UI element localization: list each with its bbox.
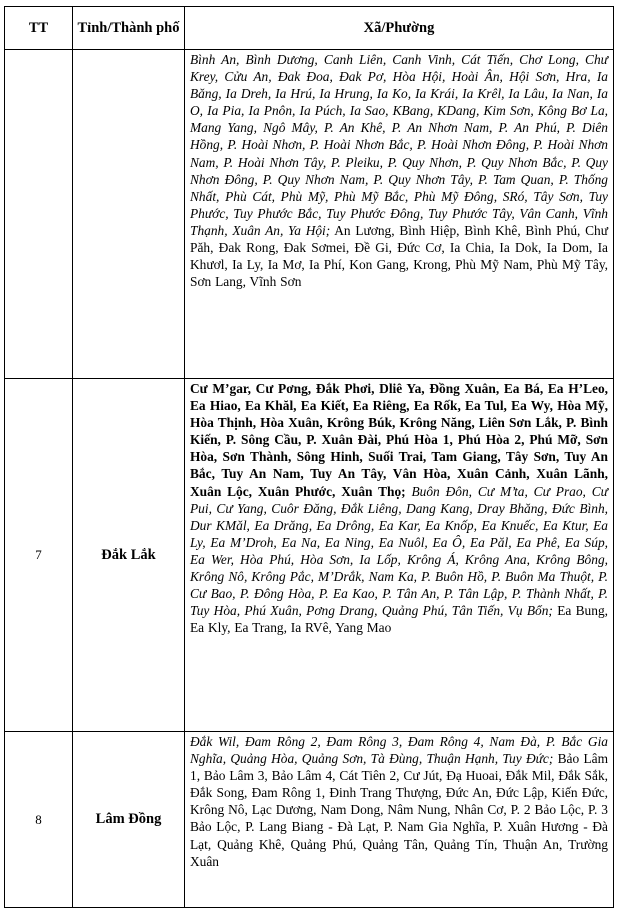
table-row bbox=[5, 732, 614, 908]
table-header-row bbox=[5, 7, 614, 50]
ward-group-normal: An Lương, Bình Hiệp, Bình Khê, Bình Phú, Chư Păh, Đak Rong, Đak Sơmei, Đề Gi, Đức Cơ, Ia Chia, Ia Dok, Ia Dom, Ia Khươl, Ia Ly, Ia Mơ, Ia Phí, Kon Gang, Krong, Phù Mỹ Nam, Phù Mỹ Tây, Sơn Lang, Vĩnh Sơn bbox=[190, 222, 608, 290]
header-wards: Xã/Phường bbox=[185, 7, 614, 50]
ward-group-italic: Đắk Wil, Đam Rông 2, Đam Rông 3, Đam Rông 4, Nam Đà, P. Bắc Gia Nghĩa, Quảng Hòa, Quảng Sơn, Tà Đùng, Thuận Hạnh, Tuy Đức; bbox=[190, 734, 608, 767]
header-tt: TT bbox=[5, 7, 73, 50]
row-wards bbox=[185, 50, 614, 379]
table-row bbox=[5, 379, 614, 732]
ward-group-bold: Cư M’gar, Cư Pơng, Đắk Phơi, Dliê Ya, Đồng Xuân, Ea Bá, Ea H’Leo, Ea Hiao, Ea Khăl, Ea Kiết, Ea Riêng, Ea Rốk, Ea Tul, Ea Wy, Hòa Mỹ, Hòa Thịnh, Hòa Xuân, Krông Búk, Krông Năng, Liên Sơn Lắk, P. Bình Kiến, P. Sông Cầu, P. Xuân Đài, Phú Hòa 1, Phú Hòa 2, Phú Mỡ, Sơn Hòa, Sơn Thành, Sông Hinh, Suối Trai, Tam Giang, Tây Sơn, Tuy An Bắc, Tuy An Nam, Tuy An Tây, Vân Hòa, Xuân Cảnh, Xuân Lãnh, Xuân Lộc, Xuân Phước, Xuân Thọ; bbox=[190, 381, 608, 499]
province-ward-table bbox=[4, 6, 614, 908]
row-province bbox=[73, 50, 185, 379]
row-province: Đắk Lắk bbox=[73, 379, 185, 732]
ward-group-normal: Ea Bung, Ea Kly, Ea Trang, Ia RVê, Yang Mao bbox=[190, 603, 608, 636]
row-wards bbox=[185, 379, 614, 732]
table-row bbox=[5, 50, 614, 379]
ward-group-italic: Buôn Đôn, Cư M’ta, Cư Prao, Cư Pui, Cư Yang, Cuôr Đăng, Đắk Liêng, Dang Kang, Dray Bhăng, Đức Bình, Dur KMăl, Ea Drăng, Ea Drông, Ea Kar, Ea Knốp, Ea Knuếc, Ea Ktur, Ea Ly, Ea M’Droh, Ea Na, Ea Ning, Ea Nuôl, Ea Ô, Ea Păl, Ea Phê, Ea Súp, Ea Wer, Hòa Phú, Hòa Sơn, Ia Lốp, Krông Á, Krông Ana, Krông Bông, Krông Nô, Krông Pắc, M’Drắk, Nam Ka, P. Buôn Hồ, P. Buôn Ma Thuột, P. Cư Bao, P. Đông Hòa, P. Ea Kao, P. Tân An, P. Tân Lập, P. Thành Nhất, P. Tuy Hòa, Phú Xuân, Pơng Drang, Quảng Phú, Tân Tiến, Vụ Bổn; bbox=[190, 483, 608, 619]
row-wards bbox=[185, 732, 614, 908]
header-province: Tỉnh/Thành phố bbox=[73, 7, 185, 50]
row-tt: 7 bbox=[5, 379, 73, 732]
row-tt bbox=[5, 50, 73, 379]
row-province: Lâm Đồng bbox=[73, 732, 185, 908]
ward-group-italic: Bình An, Bình Dương, Canh Liên, Canh Vinh, Cát Tiến, Chơ Long, Chư Krey, Cửu An, Đak Đoa, Đak Pơ, Hòa Hội, Hoài Ân, Hội Sơn, Hra, Ia Băng, Ia Dreh, Ia Hrú, Ia Hrung, Ia Ko, Ia Krái, Ia Krêl, Ia Lâu, Ia Nan, Ia O, Ia Pia, Ia Pnôn, Ia Púch, Ia Sao, KBang, KDang, Kim Sơn, Kông Bơ La, Mang Yang, Ngô Mây, P. An Khê, P. An Nhơn Nam, P. An Phú, P. Diên Hồng, P. Hoài Nhơn, P. Hoài Nhơn Bắc, P. Hoài Nhơn Đông, P. Hoài Nhơn Nam, P. Hoài Nhơn Tây, P. Pleiku, P. Quy Nhơn, P. Quy Nhơn Bắc, P. Quy Nhơn Đông, P. Quy Nhơn Nam, P. Quy Nhơn Tây, P. Tam Quan, P. Thống Nhất, Phù Cát, Phù Mỹ, Phù Mỹ Bắc, Phù Mỹ Đông, SRó, Tây Sơn, Tuy Phước, Tuy Phước Bắc, Tuy Phước Đông, Tuy Phước Tây, Vân Canh, Vĩnh Thạnh, Xuân An, Ya Hội; bbox=[190, 52, 608, 238]
row-tt: 8 bbox=[5, 732, 73, 908]
ward-group-normal: Bảo Lâm 1, Bảo Lâm 3, Bảo Lâm 4, Cát Tiên 2, Cư Jút, Đạ Huoai, Đắk Mil, Đắk Sắk, Đắk Song, Đam Rông 1, Đinh Trang Thượng, Đức An, Đức Lập, Kiến Đức, Krông Nô, Lạc Dương, Nam Dong, Nâm Nung, Nhân Cơ, P. 2 Bảo Lộc, P. 3 Bảo Lộc, P. Lang Biang - Đà Lạt, P. Nam Gia Nghĩa, P. Xuân Hương - Đà Lạt, Quảng Khê, Quảng Phú, Quảng Tân, Quảng Tín, Thuận An, Trường Xuân bbox=[190, 751, 609, 869]
